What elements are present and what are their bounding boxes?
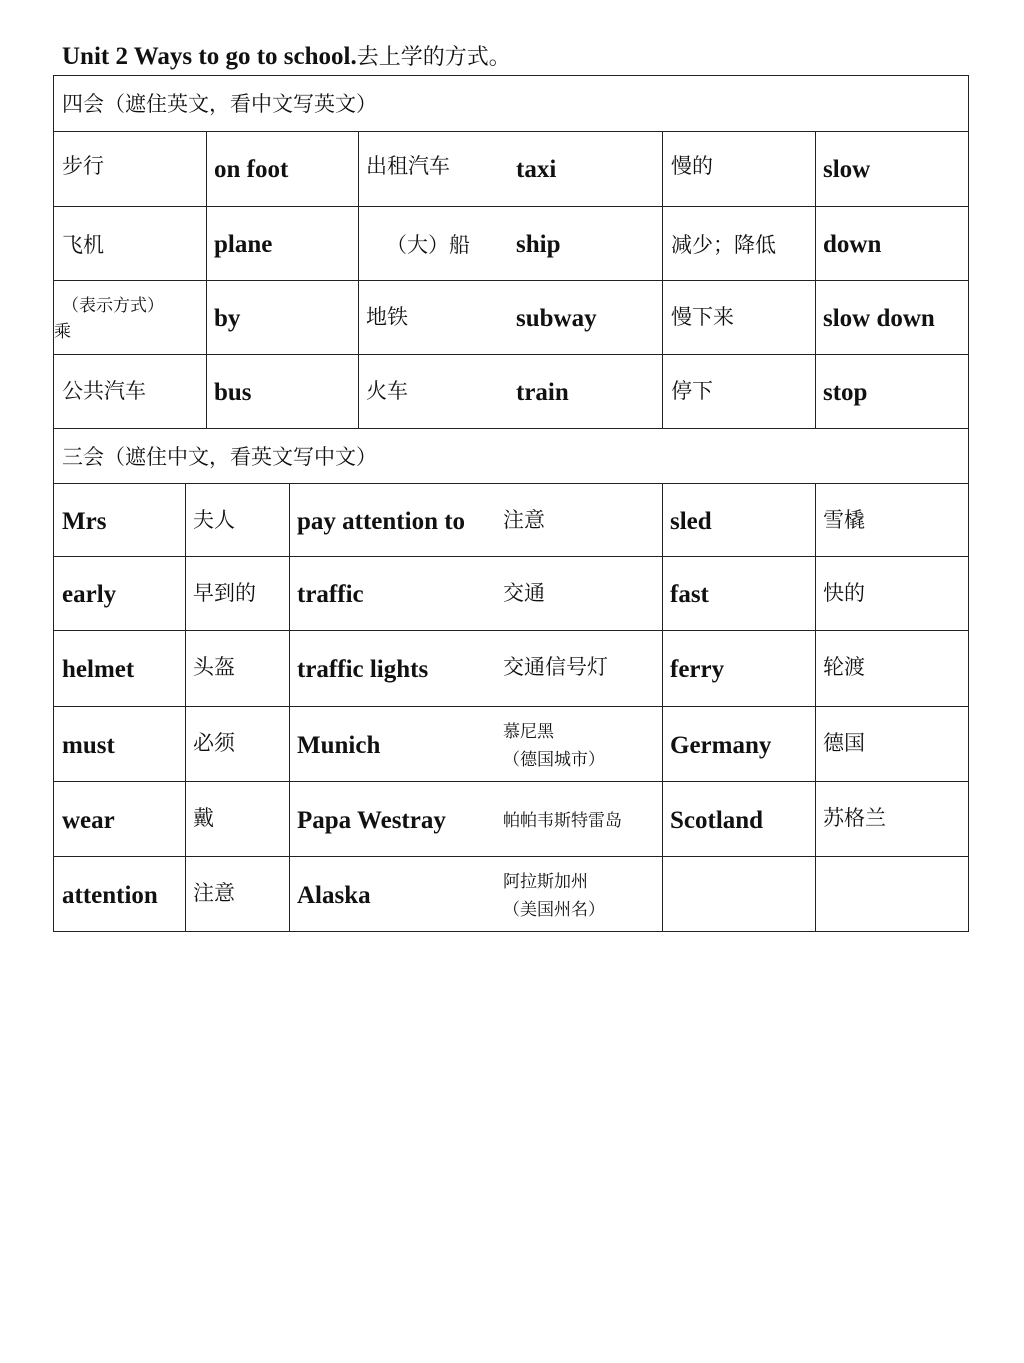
- cell-en: bus: [207, 355, 359, 429]
- cell-pair: pay attention to 注意: [290, 484, 663, 557]
- cell-pair: Papa Westray 帕帕韦斯特雷岛: [290, 782, 663, 857]
- cell-zh: 停下: [663, 355, 816, 429]
- cell-en: ferry: [663, 631, 816, 707]
- vocabulary-table: [53, 75, 969, 932]
- cell-zh: 头盔: [186, 631, 290, 707]
- cell-en: helmet: [54, 631, 186, 707]
- cell-en: down: [816, 207, 968, 281]
- cell-en: sled: [663, 484, 816, 557]
- cell-pair: 出租汽车 taxi: [359, 132, 663, 207]
- cell-zh: 轮渡: [816, 631, 968, 707]
- cell-zh: 步行: [54, 132, 207, 207]
- section2-header: 三会（遮住中文，看英文写中文）: [54, 429, 968, 484]
- cell-zh: 夫人: [186, 484, 290, 557]
- cell-zh: 公共汽车: [54, 355, 207, 429]
- cell-en: Scotland: [663, 782, 816, 857]
- cell-en: stop: [816, 355, 968, 429]
- cell-zh: 慢下来: [663, 281, 816, 355]
- cell-zh: 早到的: [186, 557, 290, 631]
- cell-pair: traffic lights 交通信号灯: [290, 631, 663, 707]
- cell-en: plane: [207, 207, 359, 281]
- cell-en: attention: [54, 857, 186, 931]
- cell-zh: 快的: [816, 557, 968, 631]
- cell-empty: [663, 857, 816, 931]
- cell-en: Germany: [663, 707, 816, 782]
- cell-zh: 注意: [186, 857, 290, 931]
- cell-zh: 慢的: [663, 132, 816, 207]
- title-chinese: 去上学的方式。: [356, 45, 511, 70]
- cell-en: on foot: [207, 132, 359, 207]
- cell-en: slow down: [816, 281, 968, 355]
- title-english: Unit 2 Ways to go to school.: [62, 43, 357, 70]
- cell-en: Mrs: [54, 484, 186, 557]
- cell-en: wear: [54, 782, 186, 857]
- cell-en: early: [54, 557, 186, 631]
- cell-empty: [816, 857, 968, 931]
- cell-zh: 飞机: [54, 207, 207, 281]
- cell-en: slow: [816, 132, 968, 207]
- section1-header: 四会（遮住英文，看中文写英文）: [54, 76, 968, 132]
- cell-zh: （表示方式） 乘: [54, 281, 207, 355]
- cell-pair: traffic 交通: [290, 557, 663, 631]
- cell-en: by: [207, 281, 359, 355]
- cell-en: must: [54, 707, 186, 782]
- cell-pair: Munich 慕尼黑 （德国城市）: [290, 707, 663, 782]
- cell-zh: 减少；降低: [663, 207, 816, 281]
- cell-en: fast: [663, 557, 816, 631]
- cell-pair: 火车 train: [359, 355, 663, 429]
- cell-pair: Alaska 阿拉斯加州 （美国州名）: [290, 857, 663, 931]
- cell-zh: 苏格兰: [816, 782, 968, 857]
- cell-zh: 雪橇: [816, 484, 968, 557]
- cell-zh: 必须: [186, 707, 290, 782]
- cell-zh: 戴: [186, 782, 290, 857]
- cell-zh: 德国: [816, 707, 968, 782]
- page-title: [62, 40, 511, 74]
- cell-pair: 地铁 subway: [359, 281, 663, 355]
- cell-pair: （大）船 ship: [359, 207, 663, 281]
